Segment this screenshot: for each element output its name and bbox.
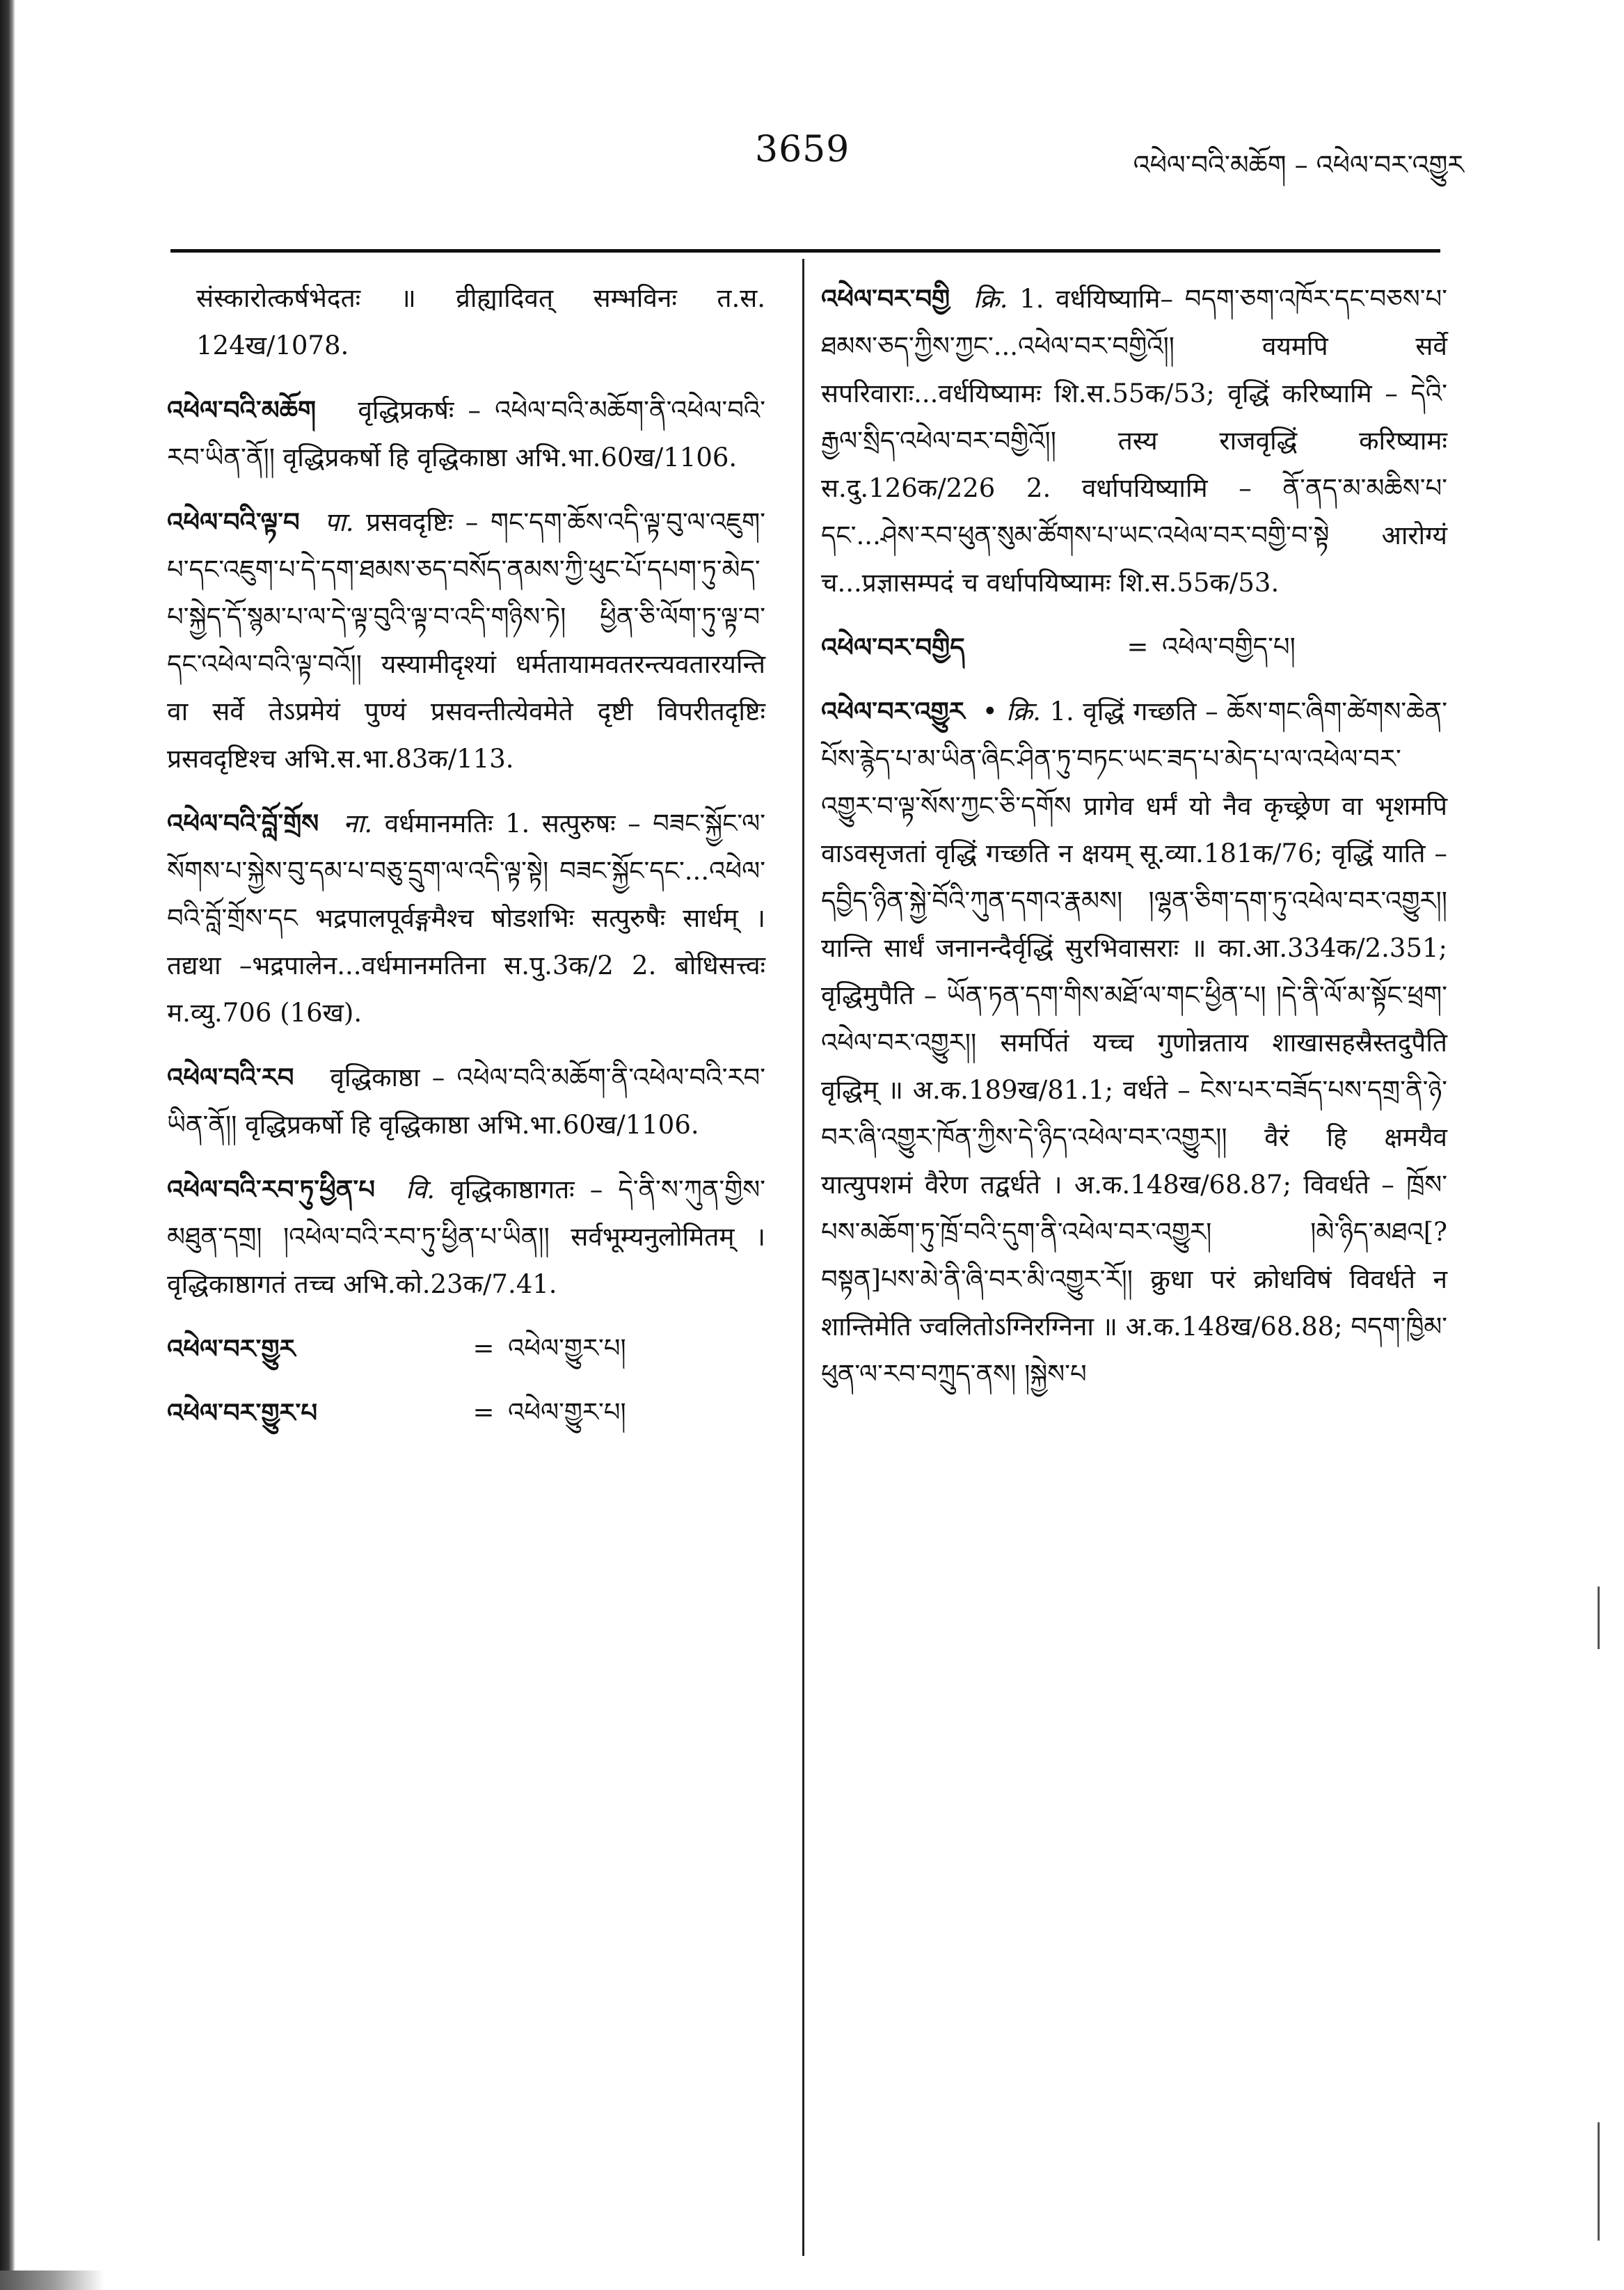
dictionary-entry <box>167 1053 765 1149</box>
xref-equals: = <box>1127 632 1149 662</box>
entry-body: वर्धमानमतिः 1. सत्पुरुषः – བཟང་སྐྱོང་ལ་སོགས་པ་སྐྱེས་བུ་དམ་པ་བཅུ་དྲུག་ལ་འདི་ལྟ་སྟེ། བཟང་སྐྱོང་དང་...འཕེལ་བའི་བློ་གྲོས་དང भद्रपालपूर्वङ्गमैश्च षोडशभिः सत्पुरुषैः सार्धम् । तद्यथा –भद्रपालेन...वर्धमानमतिना स.पु.3क/2 2. बोधिसत्त्वः म.व्यु.706 (16ख). <box>167 809 765 1028</box>
entry-body: 1. वृद्धिं गच्छति – ཆོས་གང་ཞིག་ཚེགས་ཆེན་པོས་རྙེད་པ་མ་ཡིན་ཞིང་ཤིན་ཏུ་བཏང་ཡང་ཟད་པ་མེད་པ་ལ་འཕེལ་བར་འགྱུར་བ་ལྟ་སོས་ཀྱང་ཅི་དགོས प्रागेव धर्मं यो नैव कृच्छ्रेण वा भृशमपि वाऽवसृजतां वृद्धिं गच्छति न क्षयम् सू.व्या.181क/76; वृद्धिं याति – དབྱིད་ཉིན་སྐྱེ་བོའི་ཀུན་དགའ་རྣམས། །ལྷན་ཅིག་དག་ཏུ་འཕེལ་བར་འགྱུར།། यान्ति सार्धं जनानन्दैर्वृद्धिं सुरभिवासराः ॥ का.आ.334क/2.351; वृद्धिमुपैति – ཡོན་ཏན་དག་གིས་མཐོ་ལ་གང་ཕྱིན་པ། །དེ་ནི་ལོ་མ་སྟོང་ཕྲག་འཕེལ་བར་འགྱུར།། समर्पितं यच्च गुणोन्नताय शाखासहस्रैस्तदुपैति वृद्धिम् ॥ अ.क.189ख/81.1; वर्धते – ངེས་པར་བཟོད་པས་དགྲ་ནི་ཉེ་བར་ཞི་འགྱུར་ཁོན་ཀྱིས་དེ་ཉིད་འཕེལ་བར་འགྱུར།། वैरं हि क्षमयैव यात्युपशमं वैरेण तद्वर्धते । अ.क.148ख/68.87; विवर्धते – ཁྲོས་པས་མཆོག་ཏུ་ཁྲོ་བའི་དུག་ནི་འཕེལ་བར་འགྱུར། །མེ་ཉིད་མཐའ[?བསྟན]པས་མེ་ནི་ཞི་བར་མི་འགྱུར་རོ།། क्रुधा परं क्रोधविषं विवर्धते न शान्तिमेति ज्वलितोऽग्निरग्निना ॥ अ.क.148ख/68.88; བདག་ཁྱིམ་ཕུན་ལ་རབ་བཀྲུད་ནས། །སྐྱེས་པ <box>821 697 1448 1389</box>
entry-headword: འཕེལ་བའི་རབ་ཏུ་ཕྱིན་པ <box>167 1174 375 1204</box>
entry-body: वृद्धिकाष्ठागतः – དེ་ནི་ས་ཀུན་གྱིས་མཐུན་དགྲ། །འཕེལ་བའི་རབ་ཏུ་ཕྱིན་པ་ཡིན།། सर्वभूम्यनुलोमितम् । वृद्धिकाष्ठागतं तच्च अभि.को.23क/7.41. <box>167 1175 765 1299</box>
xref-equals: = <box>472 1333 495 1363</box>
entry-headword: འཕེལ་བའི་རབ <box>167 1062 294 1092</box>
right-column <box>821 275 1447 1415</box>
entry-body: वृद्धिप्रकर्षः – འཕེལ་བའི་མཆོག་ནི་འཕེལ་བའི་རབ་ཡིན་ནོ།། वृद्धिप्रकर्षो हि वृद्धिकाष्ठा अभि.भा.60ख/1106. <box>167 395 765 472</box>
left-column <box>167 275 765 1453</box>
xref-headword: འཕེལ་བར་བགྱིད <box>821 632 965 662</box>
entry-grammar: • क्रि. <box>982 697 1041 726</box>
entry-headword: འཕེལ་བར་འགྱུར <box>821 696 965 726</box>
margin-mark <box>1598 2122 1600 2241</box>
running-head: འཕེལ་བའི་མཆོག – འཕེལ་བར་འགྱུར <box>1133 150 1464 180</box>
entry-headword: འཕེལ་བར་བགྱི <box>821 283 950 314</box>
cross-reference <box>167 1389 765 1436</box>
dictionary-entry <box>821 275 1447 607</box>
column-divider <box>802 259 804 2256</box>
page-number: 3659 <box>755 129 850 170</box>
header-rule <box>170 249 1440 253</box>
page-header <box>167 129 1464 191</box>
entry-continuation <box>167 275 765 369</box>
xref-headword: འཕེལ་བར་གྱུར་པ <box>167 1397 318 1428</box>
dictionary-entry <box>167 386 765 482</box>
dictionary-entry <box>821 687 1447 1398</box>
scan-corner-shadow <box>0 2271 104 2290</box>
entry-headword: འཕེལ་བའི་མཆོག <box>167 395 317 425</box>
cross-reference <box>821 623 1447 671</box>
scan-edge <box>0 0 15 2290</box>
dictionary-entry <box>167 1166 765 1308</box>
entry-body: 1. वर्धयिष्यामि– བདག་ཅག་འཁོར་དང་བཅས་པ་ཐམས་ཅད་ཀྱིས་ཀྱང་...འཕེལ་བར་བགྱིའོ།། वयमपि सर्वे सपरिवाराः...वर्धयिष्यामः शि.स.55क/53; वृद्धिं करिष्यामि – དེའི་རྒྱལ་སྲིད་འཕེལ་བར་བགྱིའོ།། तस्य राजवृद्धिं करिष्यामः स.दु.126क/226 2. वर्धापयिष्यामि – ནོ་ནད་མ་མཆིས་པ་དང་...ཤེས་རབ་ཕུན་སུམ་ཚོགས་པ་ཡང་འཕེལ་བར་བགྱི་བ་སྟེ आरोग्यं च...प्रज्ञासम्पदं च वर्धापयिष्यामः शि.स.55क/53. <box>821 284 1447 598</box>
entry-body: संस्कारोत्कर्षभेदतः ॥ व्रीह्यादिवत् सम्भविनः त.स. 124ख/1078. <box>196 283 765 360</box>
margin-mark <box>1598 1587 1600 1649</box>
entry-headword: འཕེལ་བའི་བློ་གྲོས <box>167 808 319 838</box>
entry-grammar: पा. <box>324 507 354 537</box>
dictionary-entry <box>167 800 765 1037</box>
entry-headword: འཕེལ་བའི་ལྟ་བ <box>167 507 300 537</box>
entry-grammar: ना. <box>343 809 373 838</box>
xref-target: འཕེལ་གྱུར་པ། <box>508 1333 626 1363</box>
xref-headword: འཕེལ་བར་གྱུར <box>167 1333 296 1364</box>
dictionary-entry <box>167 498 765 783</box>
xref-target: འཕེལ་བགྱིད་པ། <box>1162 632 1296 662</box>
entry-body: वृद्धिकाष्ठा – འཕེལ་བའི་མཆོག་ནི་འཕེལ་བའི་རབ་ཡིན་ནོ།། वृद्धिप्रकर्षो हि वृद्धिकाष्ठा अभि.भा.60ख/1106. <box>167 1063 765 1140</box>
xref-equals: = <box>472 1397 495 1427</box>
entry-grammar: क्रि. <box>973 284 1008 314</box>
entry-grammar: वि. <box>406 1175 436 1204</box>
entry-body: प्रसवदृष्टिः – གང་དག་ཆོས་འདི་ལྟ་བུ་ལ་འཇུག་པ་དང་འཇུག་པ་དེ་དག་ཐམས་ཅད་བསོད་ནམས་ཀྱི་ཕུང་པོ་དཔག་ཏུ་མེད་པ་སྐྱེད་དོ་སྙམ་པ་ལ་དེ་ལྟ་བུའི་ལྟ་བ་འདི་གཉིས་ཏེ། ཕྱིན་ཅི་ལོག་ཏུ་ལྟ་བ་དང་འཕེལ་བའི་ལྟ་བའོ།། यस्यामीदृश्यां धर्मतायामवतरन्त्यवतारयन्ति वा सर्वे तेऽप्रमेयं पुण्यं प्रसवन्तीत्येवमेते दृष्टी विपरीतदृष्टिः प्रसवदृष्टिश्च अभि.स.भा.83क/113. <box>167 507 765 774</box>
cross-reference <box>167 1325 765 1372</box>
xref-target: འཕེལ་གྱུར་པ། <box>508 1397 626 1427</box>
